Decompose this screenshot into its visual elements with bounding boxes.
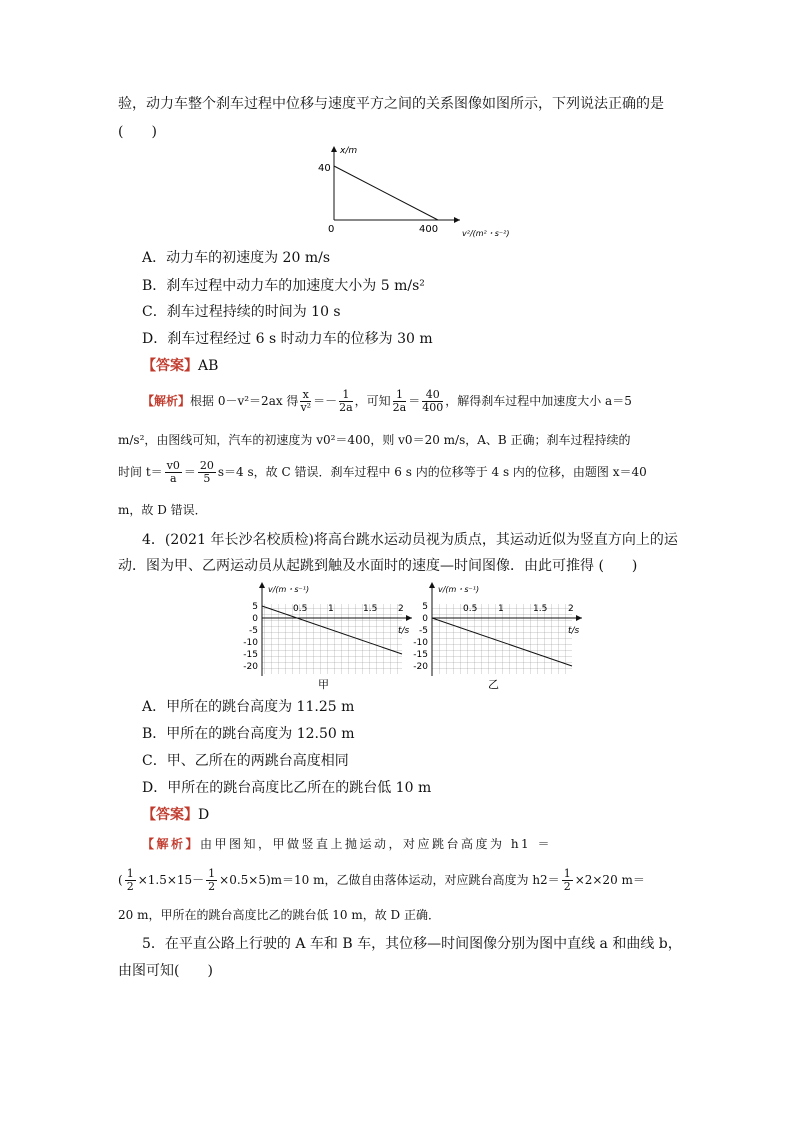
yi-ylabel: v/(m・s⁻¹) <box>438 585 480 594</box>
yi-x-arrow <box>576 615 582 621</box>
q4-analysis-2d: ×2×20 m＝ <box>574 873 645 887</box>
yi-y-tick-4: -15 <box>413 650 428 660</box>
q4-velocity-charts <box>222 578 602 694</box>
yi-y-tick-2: -5 <box>419 626 428 636</box>
yi-y-tick-3: -10 <box>413 638 428 648</box>
yi-x-tick-0: 0.5 <box>463 604 478 614</box>
chart-jia <box>243 582 412 691</box>
x-v2-data-line <box>334 166 438 220</box>
g1-y-axis-label: x/m <box>340 146 358 156</box>
yi-y-tick-0: 5 <box>422 602 428 612</box>
q4-analysis-2c: ×0.5×5)m＝10 m，乙做自由落体运动，对应跳台高度为 h2＝ <box>219 873 560 887</box>
fraction-half-3: $\frac{1}{2}$ <box>563 867 571 893</box>
jia-x-arrow <box>406 615 412 621</box>
yi-caption: 乙 <box>488 678 499 691</box>
jia-y-arrow <box>259 582 265 588</box>
intro-line-1: 验，动力车整个刹车过程中位移与速度平方之间的关系图像如图所示，下列说法正确的是 <box>118 96 664 112</box>
yi-y-tick-5: -20 <box>413 662 428 672</box>
q3-analysis-line-2: m/s²，由图线可知，汽车的初速度为 v0²＝400，则 v0＝20 m/s，A、B 正确；刹车过程持续的 <box>118 433 631 447</box>
q4-option-d: D．甲所在的跳台高度比乙所在的跳台低 10 m <box>142 780 432 796</box>
jia-x-tick-2: 1.5 <box>363 604 378 614</box>
jia-y-tick-4: -15 <box>243 650 258 660</box>
jia-xlabel: t/s <box>398 626 410 636</box>
fraction-1-over-2a: $\frac{1}{2a}$ <box>339 388 353 414</box>
q4-stem-line-2: 动．图为甲、乙两运动员从起跳到触及水面时的速度—时间图像．由此可推得 ( ) <box>118 558 638 574</box>
q3-option-a: A．动力车的初速度为 20 m/s <box>142 250 331 266</box>
q4-analysis-2b: ×1.5×15－ <box>137 873 205 887</box>
q3-option-d: D．刹车过程经过 6 s 时动力车的位移为 30 m <box>142 331 433 347</box>
q4-analysis-1: 由甲图知，甲做竖直上抛运动，对应跳台高度为 h1 ＝ <box>200 837 553 851</box>
fraction-1-over-2a-b: $\frac{1}{2a}$ <box>392 388 407 414</box>
q3-analysis-1e: ，解得刹车过程中加速度大小 a＝5 <box>445 394 632 408</box>
q4-analysis-line-3: 20 m，甲所在的跳台高度比乙的跳台低 10 m，故 D 正确． <box>118 908 440 922</box>
fraction-v0-over-a: $\frac{v0}{a}$ <box>166 459 180 485</box>
q4-stem-line-1: 4．(2021 年长沙名校质检)将高台跳水运动员视为质点，其运动近似为竖直方向上的运 <box>142 532 678 548</box>
q5-stem-line-1: 5．在平直公路上行驶的 A 车和 B 车，其位移—时间图像分别为图中直线 a 和曲线 b， <box>142 936 682 952</box>
jia-y-tick-5: -20 <box>243 662 258 672</box>
q3-analysis-1b: ＝－ <box>313 394 338 408</box>
q3-analysis-1a: 根据 0－v²＝2ax 得 <box>190 394 299 408</box>
q3-analysis-1c: ，可知 <box>354 394 391 408</box>
q4-option-c: C．甲、乙所在的两跳台高度相同 <box>142 753 349 769</box>
g1-origin-label: 0 <box>328 224 335 235</box>
jia-y-tick-2: -5 <box>249 626 258 636</box>
chart-yi <box>413 582 582 691</box>
g1-y-tick-40: 40 <box>318 163 331 174</box>
q4-analysis-2a: ( <box>118 873 123 887</box>
q3-analysis-3a: 时间 t＝ <box>118 465 163 479</box>
jia-y-tick-3: -10 <box>243 638 258 648</box>
q3-analysis-3c: s＝4 s，故 C 错误．刹车过程中 6 s 内的位移等于 4 s 内的位移，由题图 x＝40 <box>217 465 647 479</box>
jia-x-tick-3: 2 <box>398 604 404 614</box>
q5-stem-line-2: 由图可知( ) <box>118 963 213 979</box>
yi-x-tick-3: 2 <box>568 604 574 614</box>
q3-analysis-line-3 <box>118 460 647 485</box>
q4-answer-tag: 【答案】 <box>142 807 198 823</box>
x-axis-arrow <box>454 217 460 223</box>
q3-analysis-line-4: m，故 D 错误． <box>118 503 207 517</box>
q3-answer <box>142 356 218 376</box>
jia-x-tick-0: 0.5 <box>293 604 308 614</box>
jia-grid <box>262 604 402 674</box>
yi-grid <box>432 604 572 674</box>
q3-analysis-line-1 <box>142 389 632 414</box>
jia-ylabel: v/(m・s⁻¹) <box>268 585 310 594</box>
q4-option-b: B．甲所在的跳台高度为 12.50 m <box>142 726 355 742</box>
intro-line-2: ( ) <box>118 124 157 140</box>
q4-answer <box>142 805 209 825</box>
yi-x-tick-2: 1.5 <box>533 604 548 614</box>
yi-y-tick-1: 0 <box>422 614 428 624</box>
fraction-half-2: $\frac{1}{2}$ <box>208 867 216 893</box>
x-v2-graph <box>310 140 510 240</box>
jia-y-tick-0: 5 <box>252 602 258 612</box>
jia-x-tick-1: 1 <box>328 604 334 614</box>
q3-analysis-tag: 【解析】 <box>142 394 191 408</box>
q4-analysis-tag: 【解析】 <box>142 837 201 851</box>
y-axis-arrow <box>331 146 337 152</box>
fraction-40-over-400: $\frac{40}{400}$ <box>422 388 444 414</box>
yi-y-arrow <box>429 582 435 588</box>
q3-analysis-3b: ＝ <box>183 465 196 479</box>
q3-analysis-1d: ＝ <box>408 394 421 408</box>
yi-x-tick-1: 1 <box>498 604 504 614</box>
fraction-half-1: $\frac{1}{2}$ <box>126 867 134 893</box>
q3-answer-value: AB <box>198 358 219 374</box>
q4-answer-value: D <box>198 807 210 823</box>
q4-option-a: A．甲所在的跳台高度为 11.25 m <box>142 699 355 715</box>
g1-x-tick-400: 400 <box>419 224 439 235</box>
fraction-x-over-v2: $\frac{x}{\text{v²}}$ <box>300 388 312 414</box>
q4-analysis-line-1 <box>142 834 552 854</box>
q3-answer-tag: 【答案】 <box>142 358 198 374</box>
jia-caption: 甲 <box>318 678 329 691</box>
q4-analysis-line-2 <box>118 868 645 893</box>
g1-x-axis-label: v²/(m²・s⁻²) <box>462 229 510 238</box>
jia-y-tick-1: 0 <box>252 614 258 624</box>
yi-xlabel: t/s <box>568 626 580 636</box>
fraction-20-over-5: $\frac{20}{5}$ <box>199 459 214 485</box>
q3-option-c: C．刹车过程持续的时间为 10 s <box>142 304 341 320</box>
q3-option-b: B．刹车过程中动力车的加速度大小为 5 m/s² <box>142 278 425 294</box>
